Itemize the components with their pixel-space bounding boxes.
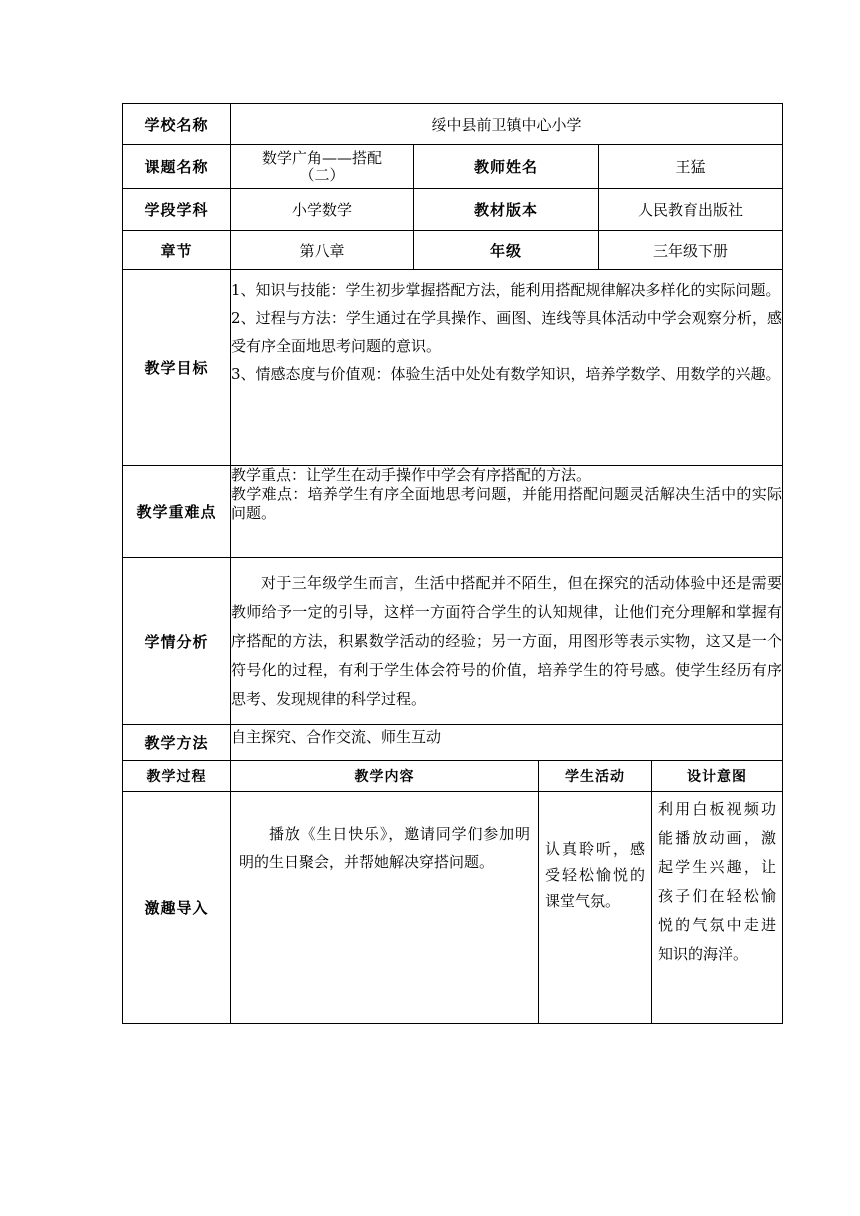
key-points-content bbox=[231, 466, 783, 558]
analysis-text: 对于三年级学生而言，生活中搭配并不陌生，但在探究的活动体验中还是需要教师给予一定的引导，这样一方面符合学生的认知规律，让他们充分理解和掌握有序搭配的方法，积累数学活动的经验；另一方面，用图形等表示实物，这又是一个符号化的过程，有利于学生体会符号的价值，培养学生的符号感。使学生经历有序思考、发现规律的科学过程。 bbox=[231, 558, 783, 725]
key-point-text: 教学重点：让学生在动手操作中学会有序搭配的方法。 bbox=[231, 466, 592, 484]
process-header-activity: 学生活动 bbox=[539, 761, 652, 792]
topic-label: 课题名称 bbox=[123, 145, 231, 189]
analysis-label: 学情分析 bbox=[123, 558, 231, 725]
process-content: 播放《生日快乐》，邀请同学们参加明明的生日聚会，并帮她解决穿搭问题。 bbox=[231, 792, 539, 1024]
process-header-row bbox=[123, 761, 783, 792]
grade-value: 三年级下册 bbox=[599, 231, 783, 270]
goals-content bbox=[231, 270, 783, 466]
edition-value: 人民教育出版社 bbox=[599, 189, 783, 231]
school-value: 绥中县前卫镇中心小学 bbox=[231, 104, 783, 145]
process-activity: 认真聆听，感受轻松愉悦的课堂气氛。 bbox=[539, 792, 652, 1024]
process-intent: 利用白板视频功能播放动画，激起学生兴趣，让孩子们在轻松愉悦的气氛中走进知识的海洋。 bbox=[652, 792, 783, 1024]
school-row bbox=[123, 104, 783, 145]
process-stage: 激趣导入 bbox=[123, 792, 231, 1024]
goal-item: 1、知识与技能：学生初步掌握搭配方法，能利用搭配规律解决多样化的实际问题。 bbox=[231, 281, 781, 299]
goals-row bbox=[123, 270, 783, 466]
topic-row bbox=[123, 145, 783, 189]
method-label: 教学方法 bbox=[123, 725, 231, 761]
topic-value: 数学广角——搭配（二） bbox=[231, 145, 414, 189]
teacher-label: 教师姓名 bbox=[414, 145, 599, 189]
process-header-intent: 设计意图 bbox=[652, 761, 783, 792]
goal-item: 2、过程与方法：学生通过在学具操作、画图、连线等具体活动中学会观察分析，感受有序全面地思考问题的意识。 bbox=[231, 309, 783, 355]
process-row bbox=[123, 792, 783, 1024]
school-label: 学校名称 bbox=[123, 104, 231, 145]
goal-item: 3、情感态度与价值观：体验生活中处处有数学知识，培养学数学、用数学的兴趣。 bbox=[231, 365, 781, 383]
teacher-value: 王猛 bbox=[599, 145, 783, 189]
process-header-stage: 教学过程 bbox=[123, 761, 231, 792]
analysis-row bbox=[123, 558, 783, 725]
difficulty-text: 教学难点：培养学生有序全面地思考问题，并能用搭配问题灵活解决生活中的实际问题。 bbox=[231, 485, 783, 522]
process-table bbox=[122, 760, 783, 1024]
chapter-value: 第八章 bbox=[231, 231, 414, 270]
goals-label: 教学目标 bbox=[123, 270, 231, 466]
grade-label: 年级 bbox=[414, 231, 599, 270]
key-points-row bbox=[123, 466, 783, 558]
key-points-label: 教学重难点 bbox=[123, 466, 231, 558]
chapter-label: 章节 bbox=[123, 231, 231, 270]
method-row bbox=[123, 725, 783, 761]
method-text: 自主探究、合作交流、师生互动 bbox=[231, 725, 783, 761]
chapter-row bbox=[123, 231, 783, 270]
subject-value: 小学数学 bbox=[231, 189, 414, 231]
subject-label: 学段学科 bbox=[123, 189, 231, 231]
subject-row bbox=[123, 189, 783, 231]
lesson-info-table bbox=[122, 103, 783, 761]
edition-label: 教材版本 bbox=[414, 189, 599, 231]
lesson-plan-sheet bbox=[122, 103, 782, 1024]
process-header-content: 教学内容 bbox=[231, 761, 539, 792]
